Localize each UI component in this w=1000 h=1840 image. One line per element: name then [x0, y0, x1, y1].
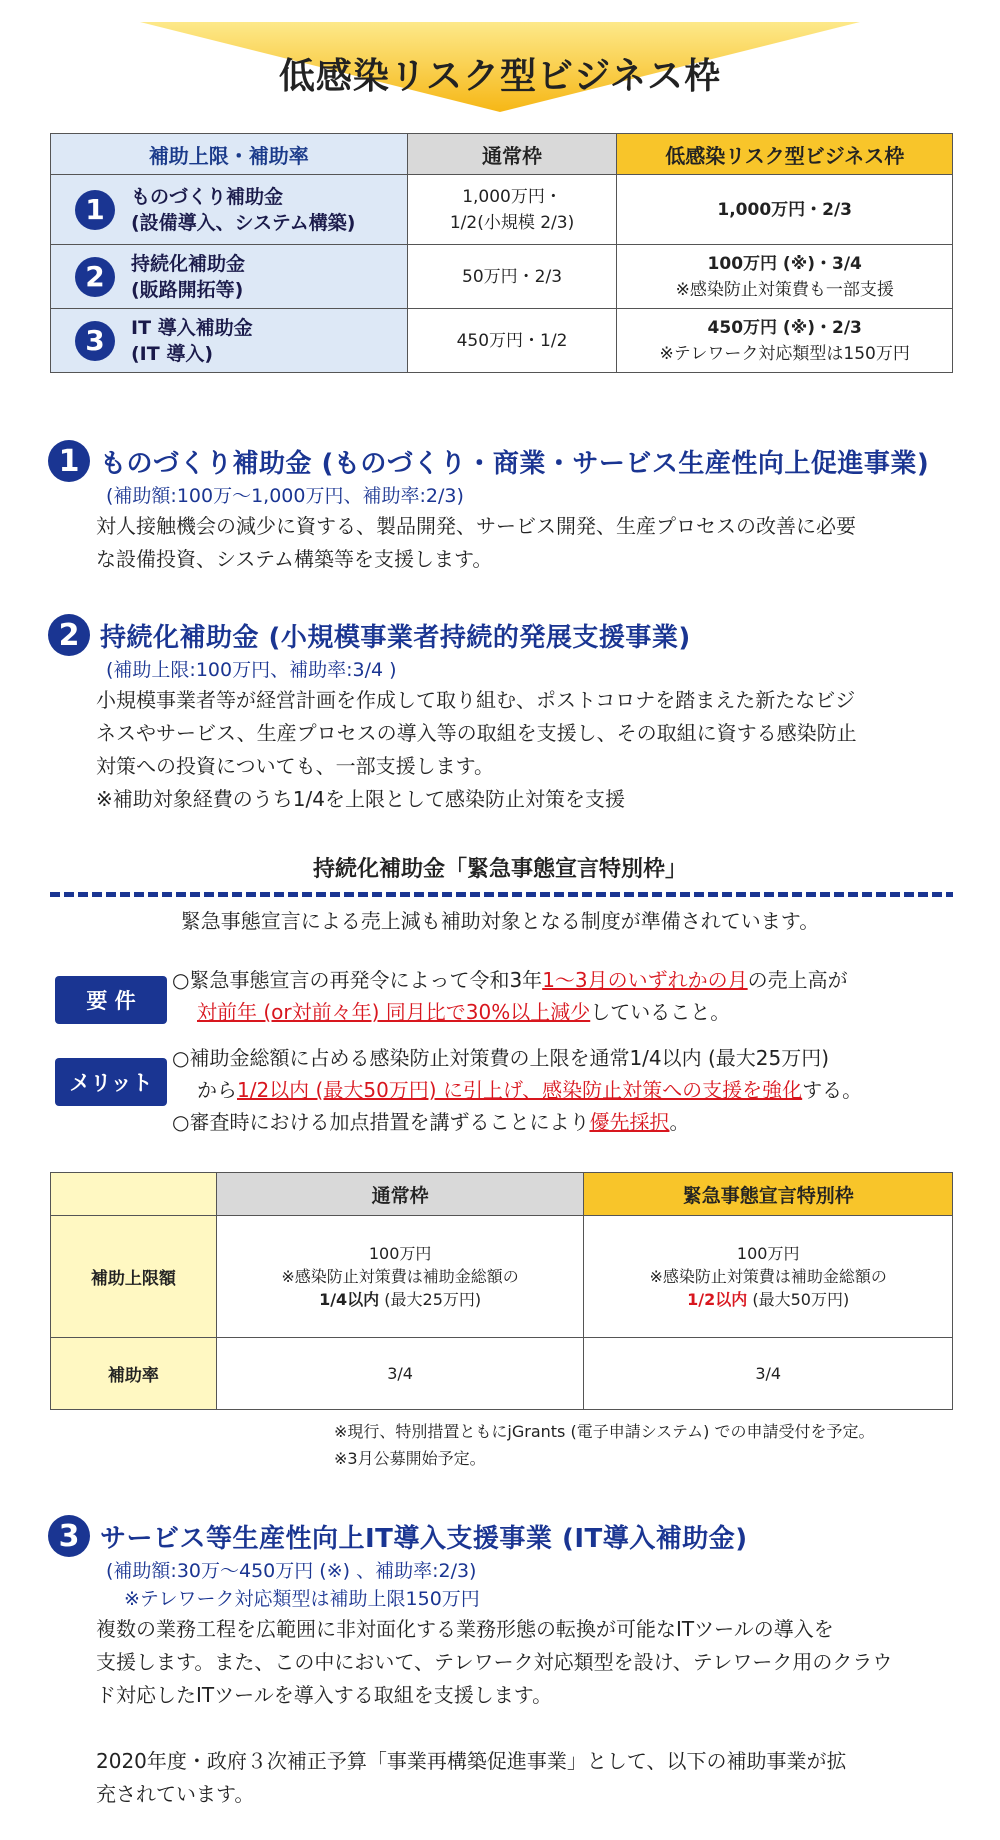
- dashed-divider: [50, 892, 953, 897]
- row-label-main: 持続化補助金: [131, 252, 246, 275]
- req-text: の売上高が: [747, 968, 848, 992]
- row-label-main: IT 導入補助金: [131, 316, 253, 339]
- special-cell: 3/4: [584, 1338, 953, 1410]
- cell-line: ※感染防止対策費は補助金総額の: [649, 1267, 887, 1286]
- cell-line: ※感染防止対策費は補助金総額の: [281, 1267, 519, 1286]
- row-label-sub: (IT 導入): [131, 342, 214, 365]
- section-number-badge: 2: [48, 614, 90, 656]
- table-row: [51, 175, 953, 245]
- header-normal: 通常枠: [216, 1173, 584, 1216]
- section-monozukuri: [48, 440, 968, 576]
- banner-title: 低感染リスク型ビジネス枠: [278, 56, 722, 97]
- body-line: な設備投資、システム構築等を支援します。: [96, 547, 493, 571]
- section-subtitle: (補助額:30万〜450万円 (※) 、補助率:2/3): [106, 1560, 477, 1582]
- section-it: [48, 1515, 968, 1811]
- normal-line: 1,000万円・: [462, 186, 562, 207]
- body-line: ※補助対象経費のうち1/4を上限として感染防止対策を支援: [96, 787, 625, 811]
- table-row: [51, 1216, 953, 1338]
- header-emergency: 緊急事態宣言特別枠: [584, 1173, 953, 1216]
- normal-cell: 3/4: [216, 1338, 584, 1410]
- banner: [140, 22, 860, 112]
- row-label: 補助上限額: [51, 1216, 217, 1338]
- normal-line: 1/2(小規模 2/3): [449, 212, 575, 233]
- special-cell: [617, 175, 953, 245]
- row-label-sub: (販路開拓等): [131, 278, 244, 301]
- section-body: [96, 1613, 966, 1811]
- merit-highlight: 優先採択: [589, 1110, 670, 1134]
- body-spacer: [96, 1712, 966, 1745]
- header-normal: 通常枠: [407, 134, 617, 175]
- cell-line: (最大50万円): [747, 1290, 850, 1309]
- body-line: 複数の業務工程を広範囲に非対面化する業務形態の転換が可能なITツールの導入を: [96, 1617, 834, 1641]
- merit-text: 。: [669, 1110, 690, 1134]
- body-line: 充されています。: [96, 1782, 255, 1806]
- section-number-badge: 1: [48, 440, 90, 482]
- body-line: ネスやサービス、生産プロセスの導入等の取組を支援し、その取組に資する感染防止: [96, 721, 857, 745]
- header-low-risk: 低感染リスク型ビジネス枠: [617, 134, 953, 175]
- normal-line: 50万円・2/3: [462, 266, 563, 287]
- req-highlight: 対前年 (or対前々年) 同月比で30%以上減少: [197, 1000, 591, 1024]
- header-limit-rate: 補助上限・補助率: [51, 134, 408, 175]
- section-subtitle: (補助上限:100万円、補助率:3/4 ): [106, 659, 397, 681]
- normal-cell: [407, 309, 617, 373]
- special-cell: [617, 309, 953, 373]
- section-jizokuka: [48, 614, 968, 816]
- merit-text: する。: [802, 1078, 863, 1102]
- special-frame-title: 持続化補助金「緊急事態宣言特別枠」: [312, 857, 687, 882]
- section-title: サービス等生産性向上IT導入支援事業 (IT導入補助金): [100, 1523, 748, 1554]
- footnote: ※現行、特別措置ともにjGrants (電子申請システム) での申請受付を予定。: [334, 1422, 875, 1441]
- cell-line: 100万円: [368, 1244, 432, 1263]
- normal-line: 450万円・1/2: [456, 330, 568, 351]
- merit-text: ○審査時における加点措置を講ずることにより: [172, 1110, 590, 1134]
- row-label-sub: (設備導入、システム構築): [131, 211, 356, 234]
- row-label: 補助率: [51, 1338, 217, 1410]
- number-badge: 2: [75, 257, 115, 297]
- table-row: [51, 309, 953, 373]
- table-row: [51, 1338, 953, 1410]
- comparison-table: [50, 133, 953, 373]
- row-label-main: ものづくり補助金: [131, 185, 284, 208]
- footnote: ※3月公募開始予定。: [334, 1449, 486, 1468]
- table-row: [51, 245, 953, 309]
- requirement-tag: 要 件: [55, 976, 167, 1024]
- body-line: ド対応したITツールを導入する取組を支援します。: [96, 1683, 553, 1707]
- body-line: 小規模事業者等が経営計画を作成して取り組む、ポストコロナを踏まえた新たなビジ: [96, 688, 856, 712]
- cell-emphasis: 1/4以内: [319, 1290, 380, 1309]
- section-subtitle: (補助額:100万〜1,000万円、補助率:2/3): [106, 485, 464, 507]
- body-line: 2020年度・政府３次補正予算「事業再構築促進事業」として、以下の補助事業が拡: [96, 1749, 847, 1773]
- cell-emphasis: 1/2以内: [687, 1290, 748, 1309]
- cell-line: (最大25万円): [379, 1290, 482, 1309]
- footnotes: [334, 1418, 874, 1472]
- section-title: ものづくり補助金 (ものづくり・商業・サービス生産性向上促進事業): [100, 448, 930, 479]
- table-header-row: [51, 1173, 953, 1216]
- section-body: [96, 684, 966, 816]
- special-line: 1,000万円・2/3: [717, 199, 853, 220]
- normal-cell: [407, 175, 617, 245]
- special-cell: [584, 1216, 953, 1338]
- merit-text: から: [197, 1078, 237, 1102]
- special-note: ※テレワーク対応類型は150万円: [659, 343, 910, 364]
- section-body: [96, 510, 966, 576]
- section-subtitle-note: ※テレワーク対応類型は補助上限150万円: [124, 1588, 480, 1610]
- row-label: [51, 175, 408, 245]
- section-title: 持続化補助金 (小規模事業者持続的発展支援事業): [100, 622, 691, 653]
- number-badge: 3: [75, 321, 115, 361]
- requirement-text: [172, 964, 962, 1028]
- special-frame-table: [50, 1172, 953, 1410]
- req-text: していること。: [590, 1000, 731, 1024]
- special-line: 100万円 (※)・3/4: [707, 253, 862, 274]
- section-number-badge: 3: [48, 1515, 90, 1557]
- special-frame-description: 緊急事態宣言による売上減も補助対象となる制度が準備されています。: [180, 909, 820, 933]
- req-highlight: 1〜3月のいずれかの月: [542, 968, 748, 992]
- cell-line: 100万円: [736, 1244, 800, 1263]
- special-line: 450万円 (※)・2/3: [707, 317, 862, 338]
- header-blank: [51, 1173, 217, 1216]
- number-badge: 1: [75, 190, 115, 230]
- merit-tag: メリット: [55, 1058, 167, 1106]
- special-cell: [617, 245, 953, 309]
- table-header-row: [51, 134, 953, 175]
- merit-text: [172, 1042, 962, 1138]
- row-label: [51, 309, 408, 373]
- row-label: [51, 245, 408, 309]
- normal-cell: [216, 1216, 584, 1338]
- special-note: ※感染防止対策費も一部支援: [675, 279, 894, 300]
- body-line: 支援します。また、この中において、テレワーク対応類型を設け、テレワーク用のクラウ: [96, 1650, 893, 1674]
- req-text: ○緊急事態宣言の再発令によって令和3年: [172, 968, 543, 992]
- merit-line: ○補助金総額に占める感染防止対策費の上限を通常1/4以内 (最大25万円): [172, 1046, 830, 1070]
- body-line: 対人接触機会の減少に資する、製品開発、サービス開発、生産プロセスの改善に必要: [96, 514, 856, 538]
- normal-cell: [407, 245, 617, 309]
- merit-highlight: 1/2以内 (最大50万円) に引上げ、感染防止対策への支援を強化: [237, 1078, 803, 1102]
- body-line: 対策への投資についても、一部支援します。: [96, 754, 494, 778]
